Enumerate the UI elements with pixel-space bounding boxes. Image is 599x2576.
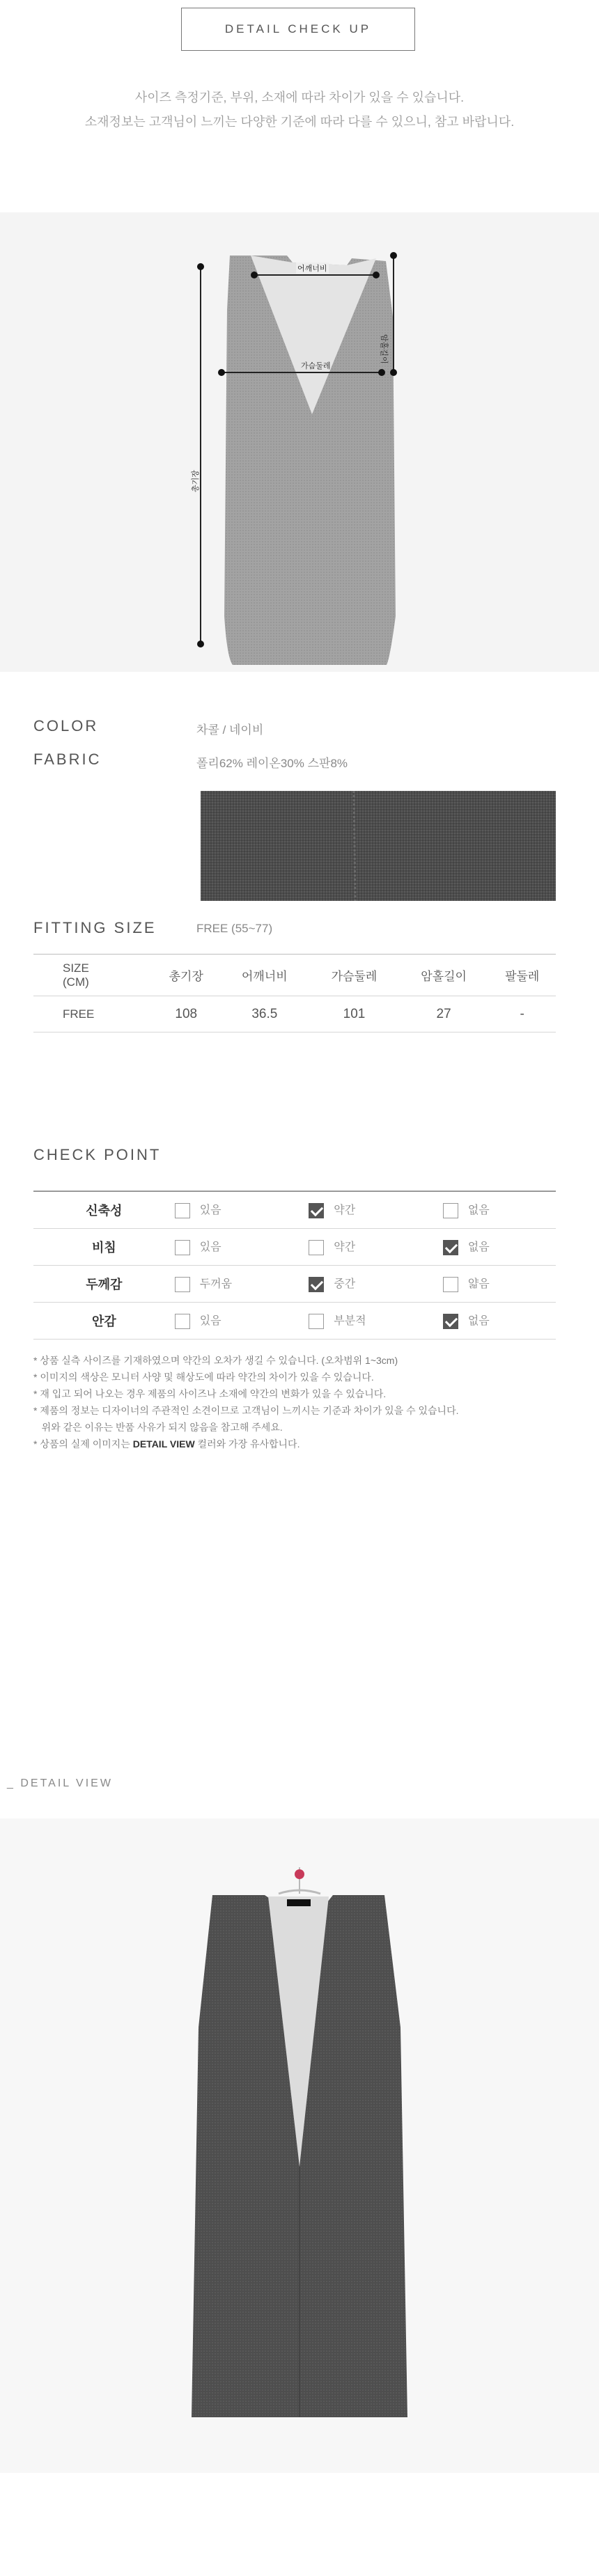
check-option-label: 없음 [467,1204,490,1217]
check-option-label: 약간 [334,1241,356,1254]
note-line: * 상품 실측 사이즈를 기재하였으며 약간의 오차가 생길 수 있습니다. (오차범위 1~3cm) [33,1355,398,1366]
detail-check-up-title: DETAIL CHECK UP [181,8,415,51]
note-line: * 이미지의 색상은 모니터 사양 및 해상도에 따라 약간의 차이가 있을 수 있습니다. [33,1372,374,1383]
check-option-label: 있음 [199,1315,221,1328]
color-label: COLOR [33,717,99,735]
size-header-size: SIZE (CM) [33,955,153,996]
fitting-size-label: FITTING SIZE [33,919,157,936]
size-header-chest: 가슴둘레 [309,955,399,996]
check-row [33,1302,556,1339]
size-cell: - [488,996,556,1032]
checkbox[interactable] [309,1277,324,1292]
checkbox[interactable] [309,1240,324,1255]
check-option-label: 없음 [467,1315,490,1328]
checkbox[interactable] [309,1203,324,1218]
measurement-photo [0,212,599,672]
check-option-label: 중간 [334,1278,356,1291]
check-row [33,1191,556,1228]
check-row [33,1228,556,1265]
check-option-label: 있음 [199,1241,221,1254]
size-cell: 101 [309,996,399,1032]
size-cell: 108 [153,996,219,1032]
check-point-table [33,1191,556,1340]
size-table [33,954,556,1032]
checkbox[interactable] [309,1314,324,1329]
note-line: * 제품의 정보는 디자이너의 주관적인 소견이므로 고객님이 느끼시는 기준과 차이가 있을 수 있습니다. [33,1405,459,1416]
notice-line-1: 사이즈 측정기준, 부위, 소재에 따라 차이가 있을 수 있습니다. [134,91,465,104]
size-cell: 36.5 [220,996,310,1032]
check-point-title: CHECK POINT [33,1146,162,1163]
table-row [33,996,556,1032]
check-option-label: 있음 [199,1204,221,1217]
checkbox[interactable] [443,1203,458,1218]
checkbox[interactable] [443,1240,458,1255]
size-header-shoulder: 어깨너비 [220,955,310,996]
notes [33,1352,577,1452]
checkbox[interactable] [175,1314,190,1329]
fitting-size-value: FREE (55~77) [196,922,273,935]
checkbox[interactable] [175,1277,190,1292]
fabric-label: FABRIC [33,751,102,768]
size-cell: FREE [33,996,153,1032]
checkbox[interactable] [443,1314,458,1329]
check-row-label: 비침 [91,1240,116,1255]
detail-view-title: _ DETAIL VIEW [7,1777,113,1789]
checkbox[interactable] [175,1240,190,1255]
size-header-sleeve: 팔둘레 [488,955,556,996]
note-line: * 상품의 실제 이미지는 DETAIL VIEW 컬러와 가장 유사합니다. [33,1438,300,1450]
shoulder-label: 어깨너비 [296,262,329,274]
size-header-armhole: 암홀길이 [399,955,489,996]
check-row-label: 신축성 [86,1203,123,1218]
size-cell: 27 [399,996,489,1032]
measurement-diagram [0,212,599,672]
size-header-length: 총기장 [153,955,219,996]
check-row-label: 두께감 [86,1277,123,1291]
hanger-pin [295,1869,304,1879]
note-line: 위와 같은 이유는 반품 사유가 되지 않음을 참고해 주세요. [33,1422,283,1433]
note-line: * 재 입고 되어 나오는 경우 제품의 사이즈나 소재에 약간의 변화가 있을 수 있습니다. [33,1388,387,1399]
fabric-value: 폴리62% 레이온30% 스판8% [196,757,348,770]
check-option-label: 부분적 [334,1315,366,1328]
detail-dress-illustration [0,1819,599,2473]
length-label: 총기장 [191,470,200,492]
chest-label: 가슴둘레 [301,362,331,370]
check-option-label: 두꺼움 [199,1278,233,1291]
check-row [33,1265,556,1302]
detail-view-photo [0,1819,599,2473]
armhole-label: 암홀길이 [380,334,388,364]
check-option-label: 약간 [334,1204,356,1217]
checkbox[interactable] [443,1277,458,1292]
check-option-label: 없음 [467,1241,490,1254]
color-value: 차콜 / 네이비 [196,723,264,737]
fabric-swatch [201,791,556,901]
notice-line-2: 소재정보는 고객님이 느끼는 다양한 기준에 따라 다를 수 있으니, 참고 바랍니다. [84,115,515,129]
check-row-label: 안감 [91,1314,116,1328]
checkbox[interactable] [175,1203,190,1218]
check-option-label: 얇음 [467,1278,490,1291]
fabric-texture [201,791,556,901]
